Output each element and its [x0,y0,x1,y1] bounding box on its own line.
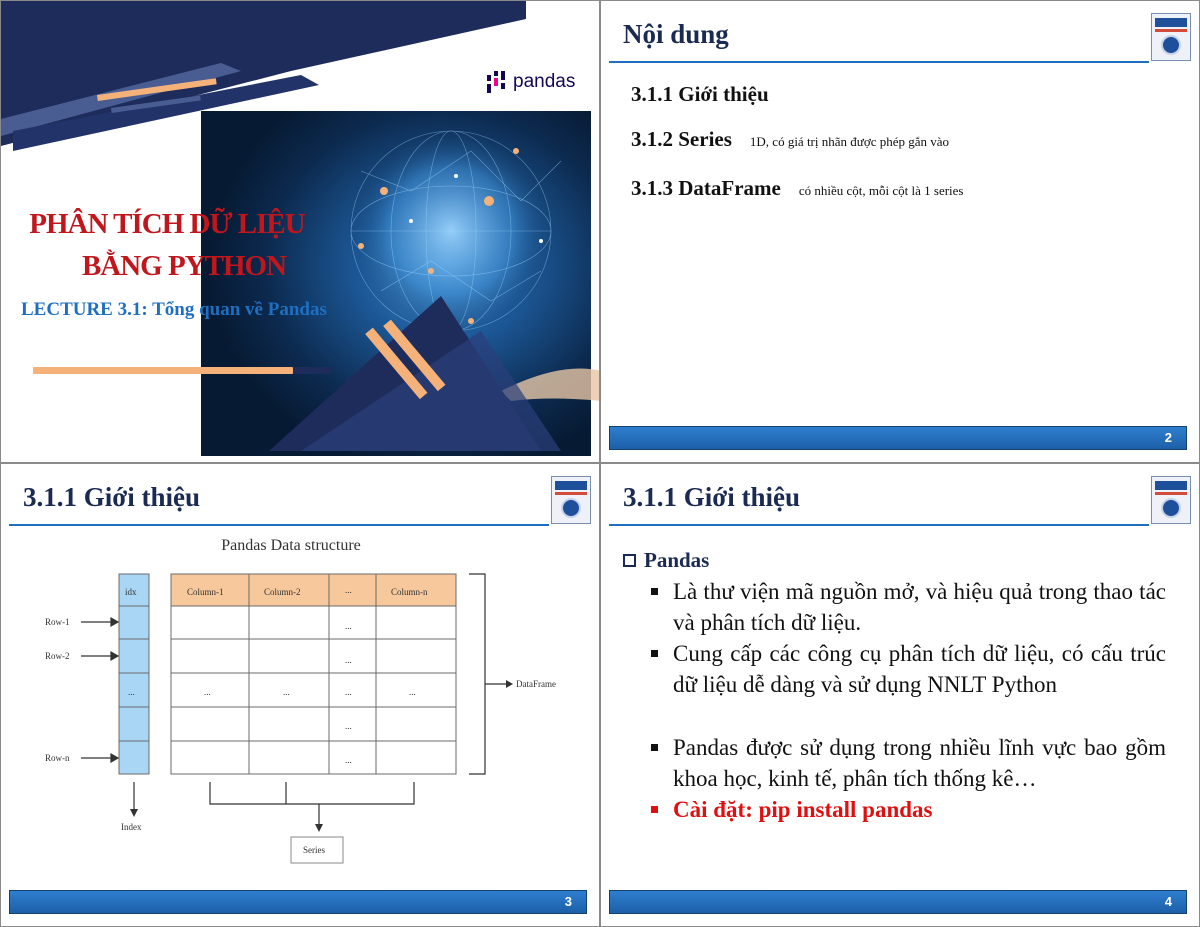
checkbox-bullet-icon [623,554,636,567]
university-logo-icon [1151,13,1191,61]
slide-title: 3.1.1 Giới thiệu [23,482,200,512]
pandas-logo-text: pandas [513,71,576,92]
square-bullet-icon [651,650,658,657]
slide-3-data-structure[interactable] [0,463,600,927]
bullet-text: Là thư viện mã nguồn mở, và hiệu quả trong thao tác và phân tích dữ liệu. [673,579,1166,635]
column-header-ellipsis: ... [345,585,352,595]
toc-item-label: 3.1.3 DataFrame [631,176,781,200]
toc-item-3 [631,176,964,201]
diagram-title: Pandas Data structure [221,537,361,554]
cell-ellipsis: ... [345,687,352,697]
row-label-1: Row-1 [45,617,70,627]
pandas-mark-icon [487,71,505,93]
title-divider [609,61,1149,63]
cell-ellipsis: ... [283,687,290,697]
bullet-item [651,638,1166,700]
bullet-item [651,732,1166,794]
page-number: 2 [1164,430,1172,445]
square-bullet-icon [651,806,658,813]
university-logo-icon [1151,476,1191,524]
slide-footer [609,890,1187,914]
column-header-2: Column-2 [264,587,301,597]
index-label: Index [121,822,142,832]
toc-item-label: 3.1.2 Series [631,127,732,151]
bullet-text: Cung cấp các công cụ phân tích dữ liệu, có cấu trúc dữ liệu dễ dàng và sử dụng NNLT Python [673,641,1166,697]
index-header: idx [125,587,137,597]
slide-1-cover[interactable] [0,0,600,463]
square-bullet-icon [651,588,658,595]
slide-2-contents[interactable] [600,0,1200,463]
toc-item-2 [631,127,949,152]
dataframe-label: DataFrame [516,679,556,689]
column-header-n: Column-n [391,587,428,597]
column-header-1: Column-1 [187,587,224,597]
page-number: 4 [1164,894,1172,909]
cell-ellipsis: ... [204,687,211,697]
cover-title [17,203,317,287]
toc-item-note: có nhiều cột, mỗi cột là 1 series [798,183,964,198]
slide-4-intro[interactable] [600,463,1200,927]
cell-ellipsis: ... [345,621,352,631]
slide-title: Nội dung [623,19,729,49]
bullet-item-install [651,794,1166,825]
row-label-2: Row-2 [45,651,70,661]
slide-title: 3.1.1 Giới thiệu [623,482,800,512]
cover-title-line-2: BẰNG PYTHON [81,250,287,282]
section-heading [623,548,709,573]
slide-footer [609,426,1187,450]
page-number: 3 [564,894,572,909]
toc-item-1 [631,82,769,107]
cover-title-line-1: PHÂN TÍCH DỮ LIỆU [29,208,305,240]
cell-ellipsis: ... [409,687,416,697]
cell-ellipsis: ... [345,755,352,765]
row-label-n: Row-n [45,753,70,763]
toc-item-label: 3.1.1 Giới thiệu [631,82,769,106]
cell-ellipsis: ... [345,655,352,665]
section-heading-text: Pandas [644,548,710,572]
cell-ellipsis: ... [345,721,352,731]
square-bullet-icon [651,744,658,751]
toc-item-note: 1D, có giá trị nhãn được phép gắn vào [749,134,950,149]
bullet-item [651,576,1166,638]
index-column [119,574,149,774]
slide-footer [9,890,587,914]
series-label: Series [303,845,325,855]
pandas-structure-diagram [1,464,600,927]
title-divider [609,524,1149,526]
bullet-text: Pandas được sử dụng trong nhiều lĩnh vực bao gồm khoa học, kinh tế, phân tích thống kê… [673,735,1166,791]
index-ellipsis: ... [128,687,135,697]
cover-subtitle: LECTURE 3.1: Tổng quan về Pandas [21,299,327,320]
pandas-logo [487,71,575,93]
install-command-text: Cài đặt: pip install pandas [673,797,933,822]
